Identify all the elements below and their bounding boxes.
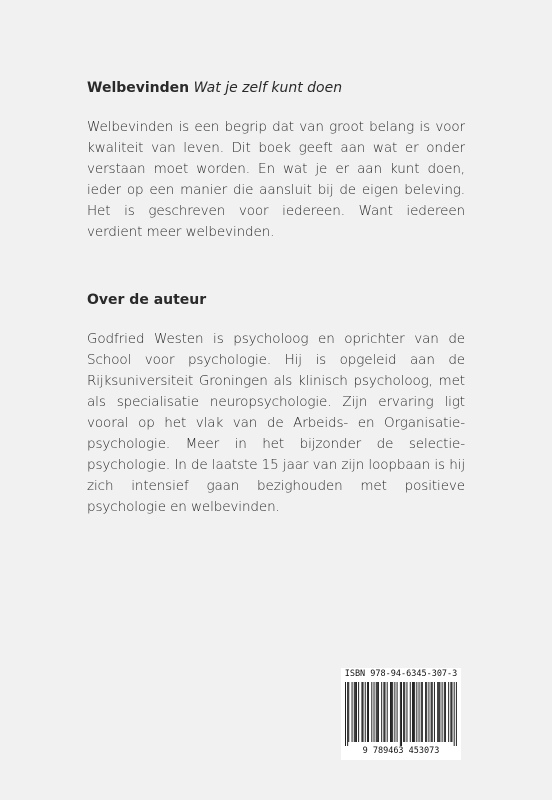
barcode-bar [397, 682, 398, 742]
barcode-bar [352, 682, 353, 742]
barcode-bar [367, 682, 368, 742]
barcode-bar [404, 682, 405, 742]
barcode-bar [355, 682, 356, 742]
barcode-bar [444, 682, 445, 742]
barcode-bar [348, 682, 349, 742]
barcode-bar [390, 682, 391, 742]
barcode-bar [454, 682, 455, 746]
barcode-bar [438, 682, 439, 742]
barcode-bar [428, 682, 429, 742]
barcode-bar [361, 682, 362, 742]
barcode-bar [445, 682, 446, 742]
barcode-bar [394, 682, 395, 742]
isbn-barcode [341, 668, 461, 760]
book-title: Welbevinden [87, 80, 190, 96]
barcode-bar [456, 682, 457, 746]
barcode-bar [403, 682, 404, 742]
barcode-bar [412, 682, 413, 742]
barcode-bar [387, 682, 388, 742]
barcode-bar [391, 682, 392, 742]
barcode-bar [413, 682, 414, 742]
barcode-bar [368, 682, 369, 742]
barcode-bar [419, 682, 420, 742]
barcode-bar [416, 682, 417, 742]
barcode-bar [371, 682, 372, 742]
barcode-bar [345, 682, 346, 746]
section-heading-welbevinden [87, 78, 465, 98]
barcode-bar [363, 682, 364, 742]
author-heading: Over de auteur [87, 292, 207, 308]
barcode-digits: 9 789463 453073 [362, 746, 440, 756]
barcode-bar [347, 682, 348, 746]
barcode-bar [377, 682, 378, 742]
barcode-bar [381, 682, 382, 742]
barcode-bar [410, 682, 411, 742]
barcode-bar [374, 682, 375, 742]
barcode-bar [434, 682, 435, 742]
author-bio: Godfried Westen is psycholoog en oprichter van de School voor psychologie. Hij is opgeleid aan de Rijksuniversiteit Groningen als klinisch psycholoog, met als specialisatie neuropsychologie. Zijn ervaring ligt vooral op het vlak van de Arbeids- en Organisatie-psychologie. Meer in het bijzonder de selectie-psychologie. In de laatste 15 jaar van zijn loopbaan is hij zich intensief gaan bezighouden met positieve psychologie en welbevinden. [87, 331, 465, 515]
barcode-bar [385, 682, 386, 742]
barcode-bar [392, 682, 393, 742]
barcode-bar [358, 682, 359, 742]
barcode-bar [448, 682, 449, 742]
isbn-label: ISBN 978-94-6345-307-3 [344, 669, 458, 679]
barcode-bar [376, 682, 377, 742]
barcode-bar [400, 682, 401, 746]
barcode-bar [414, 682, 415, 742]
barcode-bars [345, 682, 457, 746]
barcode-bar [365, 682, 366, 742]
barcode-bar [383, 682, 384, 742]
book-description: Welbevinden is een begrip dat van groot belang is voor kwaliteit van leven. Dit boek geeft aan wat er onder verstaan moet worden. En wat je er aan kunt doen, ieder op een manier die aansluit bij de eigen beleving. Het is geschreven voor iedereen. Want iedereen verdient meer welbevinden. [87, 119, 465, 240]
barcode-bar [425, 682, 426, 742]
barcode-bar [406, 682, 407, 742]
barcode-bar [354, 682, 355, 742]
barcode-bar [426, 682, 427, 742]
barcode-bar [378, 682, 379, 742]
barcode-bar [432, 682, 433, 742]
book-subtitle: Wat je zelf kunt doen [193, 80, 343, 96]
barcode-bar [401, 682, 402, 746]
barcode-bar [421, 682, 422, 742]
barcode-bar [452, 682, 453, 742]
barcode-bar [422, 682, 423, 742]
barcode-bar [450, 682, 451, 742]
barcode-bar [356, 682, 357, 742]
barcode-bar [437, 682, 438, 742]
barcode-bar [439, 682, 440, 742]
barcode-bar [431, 682, 432, 742]
barcode-bar [442, 682, 443, 742]
